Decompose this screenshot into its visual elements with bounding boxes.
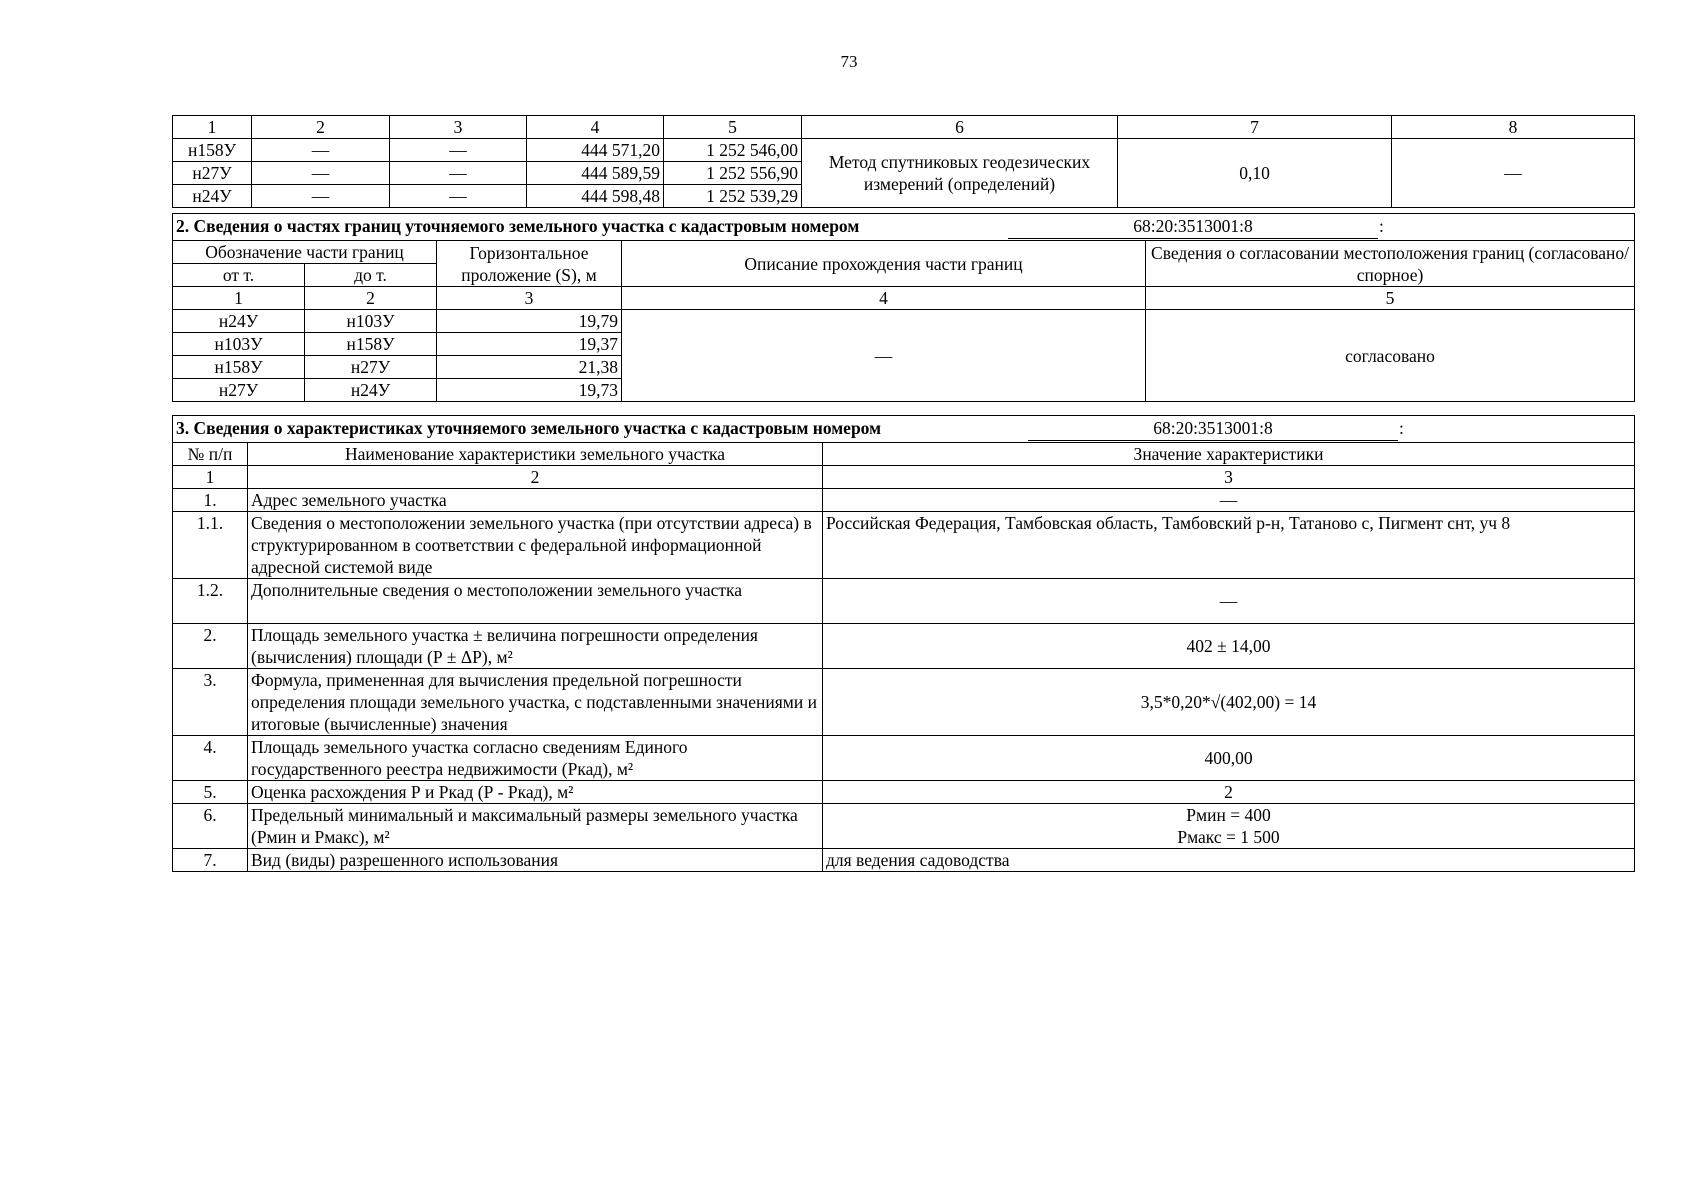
header-characteristic-name: Наименование характеристики земельного участка	[248, 443, 823, 466]
row-number: 4.	[173, 736, 248, 781]
characteristics-table	[172, 415, 1635, 872]
characteristic-value: —	[823, 579, 1635, 624]
header-number: № п/п	[173, 443, 248, 466]
characteristic-name: Оценка расхождения Р и Ркад (Р - Ркад), м²	[248, 781, 823, 804]
to-point: н103У	[305, 310, 437, 333]
coord-y: 1 252 546,00	[664, 139, 802, 162]
from-point: н24У	[173, 310, 305, 333]
table-row	[173, 849, 1635, 872]
row-number: 1.	[173, 489, 248, 512]
section3-title-row	[173, 416, 1635, 443]
col-num-2: 2	[305, 287, 437, 310]
col-num-8: 8	[1392, 116, 1635, 139]
agreement-cell: согласовано	[1146, 310, 1635, 402]
table-row	[173, 579, 1635, 624]
characteristic-name: Площадь земельного участка согласно сведениям Единого государственного реестра недвижимости (Ркад), м²	[248, 736, 823, 781]
characteristic-name: Сведения о местоположении земельного участка (при отсутствии адреса) в структурированном в соответствии с федеральной информационной адресной системой виде	[248, 512, 823, 579]
to-point: н158У	[305, 333, 437, 356]
from-point: н158У	[173, 356, 305, 379]
min-size-value: Рмин = 400	[1186, 805, 1271, 825]
horizontal-distance: 19,37	[437, 333, 622, 356]
horizontal-distance: 19,79	[437, 310, 622, 333]
coord-y: 1 252 539,29	[664, 185, 802, 208]
boundary-parts-table	[172, 213, 1635, 402]
characteristic-name: Формула, примененная для вычисления предельной погрешности определения площади земельного участка, с подставленными значениями и итоговые (вычисленные) значения	[248, 669, 823, 736]
col-num-1: 1	[173, 287, 305, 310]
horizontal-distance: 21,38	[437, 356, 622, 379]
row-number: 2.	[173, 624, 248, 669]
cell-dash: —	[252, 185, 390, 208]
col-num-2: 2	[252, 116, 390, 139]
col-num-6: 6	[802, 116, 1118, 139]
page-number: 73	[840, 52, 858, 71]
header-description: Описание прохождения части границ	[622, 241, 1146, 287]
col-num-7: 7	[1118, 116, 1392, 139]
row-number: 1.2.	[173, 579, 248, 624]
characteristic-name: Вид (виды) разрешенного использования	[248, 849, 823, 872]
table-row	[173, 512, 1635, 579]
from-point: н103У	[173, 333, 305, 356]
header-to-point: до т.	[305, 264, 437, 287]
max-size-value: Рмакс = 1 500	[1177, 827, 1280, 847]
cell-dash: —	[390, 139, 527, 162]
section2-number-row	[173, 287, 1635, 310]
row-number: 6.	[173, 804, 248, 849]
col-num-4: 4	[527, 116, 664, 139]
accuracy-cell: 0,10	[1118, 139, 1392, 208]
section2-header-row	[173, 241, 1635, 264]
col-num-4: 4	[622, 287, 1146, 310]
table-row	[173, 624, 1635, 669]
col8-cell: —	[1392, 139, 1635, 208]
col-num-1: 1	[173, 116, 252, 139]
characteristic-value: 400,00	[823, 736, 1635, 781]
header-characteristic-value: Значение характеристики	[823, 443, 1635, 466]
description-cell: —	[622, 310, 1146, 402]
col-num-2: 2	[248, 466, 823, 489]
characteristic-value: для ведения садоводства	[823, 849, 1635, 872]
header-horizontal: Горизонтальное проложение (S), м	[437, 241, 622, 287]
characteristic-value: 3,5*0,20*√(402,00) = 14	[823, 669, 1635, 736]
table-row	[173, 310, 1635, 333]
horizontal-distance: 19,73	[437, 379, 622, 402]
coord-x: 444 589,59	[527, 162, 664, 185]
point-name: н27У	[173, 162, 252, 185]
cell-dash: —	[252, 162, 390, 185]
section3-colon: :	[1399, 418, 1404, 438]
table-row	[173, 781, 1635, 804]
section2-colon: :	[1379, 216, 1384, 236]
table-row	[173, 669, 1635, 736]
coord-x: 444 571,20	[527, 139, 664, 162]
characteristic-value: 402 ± 14,00	[823, 624, 1635, 669]
table-row	[173, 804, 1635, 849]
characteristic-name: Адрес земельного участка	[248, 489, 823, 512]
col-num-5: 5	[664, 116, 802, 139]
cell-dash: —	[390, 162, 527, 185]
header-agreement: Сведения о согласовании местоположения границ (согласовано/спорное)	[1146, 241, 1635, 287]
coord-y: 1 252 556,90	[664, 162, 802, 185]
characteristic-value: Российская Федерация, Тамбовская область, Тамбовский р-н, Татаново с, Пигмент снт, уч 8	[823, 512, 1635, 579]
col-num-1: 1	[173, 466, 248, 489]
characteristic-name: Дополнительные сведения о местоположении земельного участка	[248, 579, 823, 624]
row-number: 1.1.	[173, 512, 248, 579]
cell-dash: —	[252, 139, 390, 162]
col-num-5: 5	[1146, 287, 1635, 310]
characteristic-value-range	[823, 804, 1635, 849]
section2-title-row	[173, 214, 1635, 241]
characteristic-name: Предельный минимальный и максимальный размеры земельного участка (Рмин и Рмакс), м²	[248, 804, 823, 849]
section3-header-row	[173, 443, 1635, 466]
to-point: н24У	[305, 379, 437, 402]
section3-cadastral-number: 68:20:3513001:8	[1028, 416, 1398, 441]
method-cell: Метод спутниковых геодезических измерений (определений)	[802, 139, 1118, 208]
coordinates-header-row	[173, 116, 1635, 139]
table-row	[173, 736, 1635, 781]
point-name: н24У	[173, 185, 252, 208]
col-num-3: 3	[823, 466, 1635, 489]
col-num-3: 3	[390, 116, 527, 139]
section3-title: 3. Сведения о характеристиках уточняемого земельного участка с кадастровым номером	[176, 418, 882, 438]
header-part-designation: Обозначение части границ	[173, 241, 437, 264]
section2-title: 2. Сведения о частях границ уточняемого земельного участка с кадастровым номером	[176, 216, 860, 236]
characteristic-value: 2	[823, 781, 1635, 804]
row-number: 7.	[173, 849, 248, 872]
table-row	[173, 139, 1635, 162]
coord-x: 444 598,48	[527, 185, 664, 208]
row-number: 3.	[173, 669, 248, 736]
header-from-point: от т.	[173, 264, 305, 287]
section3-number-row	[173, 466, 1635, 489]
coordinates-table	[172, 115, 1635, 208]
from-point: н27У	[173, 379, 305, 402]
point-name: н158У	[173, 139, 252, 162]
row-number: 5.	[173, 781, 248, 804]
to-point: н27У	[305, 356, 437, 379]
characteristic-name: Площадь земельного участка ± величина погрешности определения (вычисления) площади (Р ± ΔР), м²	[248, 624, 823, 669]
table-row	[173, 489, 1635, 512]
cell-dash: —	[390, 185, 527, 208]
section2-cadastral-number: 68:20:3513001:8	[1008, 214, 1378, 239]
characteristic-value: —	[823, 489, 1635, 512]
col-num-3: 3	[437, 287, 622, 310]
